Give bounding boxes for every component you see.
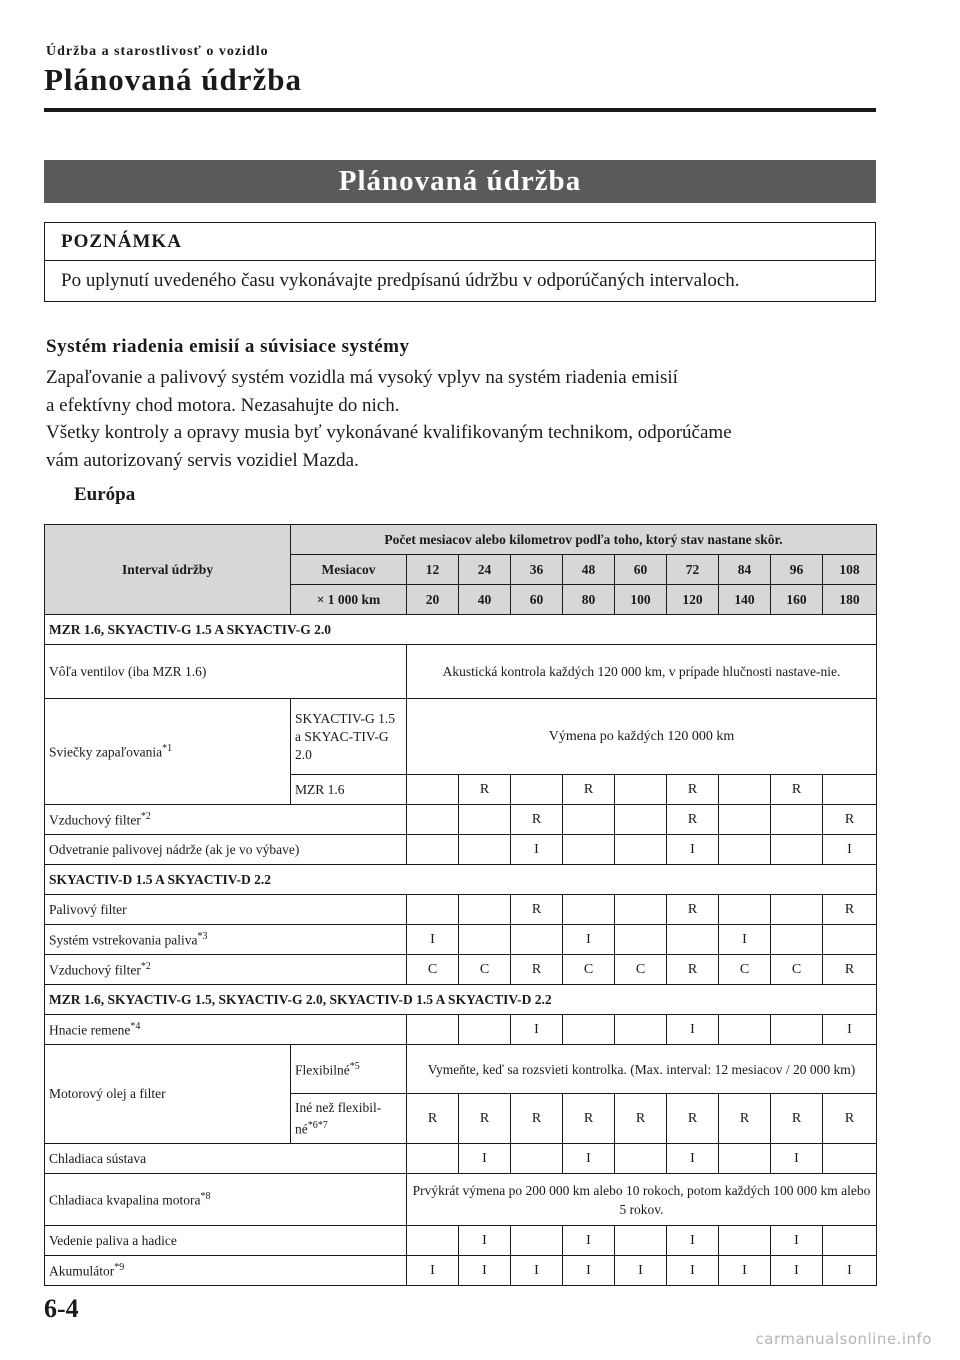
- interval-value-cell: [563, 1015, 615, 1045]
- interval-value-cell: C: [719, 955, 771, 985]
- emission-paragraph: [46, 364, 876, 474]
- plugs-mzr-label: MZR 1.6: [291, 775, 407, 805]
- interval-value-cell: I: [511, 835, 563, 865]
- interval-value-cell: I: [563, 1256, 615, 1286]
- interval-value-cell: [719, 805, 771, 835]
- months-cell: 12: [407, 555, 459, 585]
- interval-value-cell: I: [563, 1226, 615, 1256]
- months-cell: 84: [719, 555, 771, 585]
- note-box: [44, 222, 876, 302]
- interval-value-cell: R: [667, 775, 719, 805]
- interval-value-cell: [459, 925, 511, 955]
- interval-value-cell: [407, 1226, 459, 1256]
- coolant-text: Chladiaca kvapalina motora: [49, 1192, 201, 1208]
- footnote-ref: *8: [200, 1190, 211, 1202]
- coolant-label: [45, 1174, 407, 1226]
- note-text: Po uplynutí uvedeného času vykonávajte predpísanú údržbu v odporúčaných intervaloch.: [61, 269, 740, 291]
- interval-value-cell: I: [563, 925, 615, 955]
- interval-value-cell: R: [823, 955, 877, 985]
- plugs-label-text: Sviečky zapaľovania: [49, 744, 163, 760]
- interval-value-cell: [615, 895, 667, 925]
- interval-value-cell: I: [615, 1256, 667, 1286]
- km-cell: 160: [771, 585, 823, 615]
- km-cell: 140: [719, 585, 771, 615]
- interval-value-cell: [615, 1015, 667, 1045]
- months-cell: 60: [615, 555, 667, 585]
- interval-value-cell: [615, 1226, 667, 1256]
- interval-value-cell: I: [667, 1256, 719, 1286]
- interval-value-cell: I: [823, 1015, 877, 1045]
- footnote-ref: *9: [114, 1261, 125, 1273]
- interval-value-cell: I: [511, 1015, 563, 1045]
- interval-value-cell: C: [563, 955, 615, 985]
- interval-value-cell: [459, 835, 511, 865]
- interval-value-cell: R: [719, 1094, 771, 1144]
- interval-value-cell: R: [667, 895, 719, 925]
- paragraph-line: a efektívny chod motora. Nezasahujte do nich.: [46, 394, 400, 416]
- interval-value-cell: R: [667, 1094, 719, 1144]
- interval-value-cell: [511, 925, 563, 955]
- air-filter-text: Vzduchový filter: [49, 812, 141, 828]
- section-row-all: MZR 1.6, SKYACTIV-G 1.5, SKYACTIV-G 2.0, SKYACTIV-D 1.5 A SKYACTIV-D 2.2: [45, 985, 877, 1015]
- section-banner: Plánovaná údržba: [44, 160, 876, 203]
- interval-value-cell: [563, 835, 615, 865]
- interval-value-cell: R: [511, 805, 563, 835]
- title-rule: [44, 108, 876, 112]
- interval-value-cell: [823, 1144, 877, 1174]
- months-cell: 36: [511, 555, 563, 585]
- interval-value-cell: R: [615, 1094, 667, 1144]
- section-row-diesel: SKYACTIV-D 1.5 A SKYACTIV-D 2.2: [45, 865, 877, 895]
- interval-value-cell: [459, 1015, 511, 1045]
- battery-text: Akumulátor: [49, 1263, 115, 1279]
- belt-text: Hnacie remene: [49, 1022, 131, 1038]
- km-cell: 80: [563, 585, 615, 615]
- interval-value-cell: [823, 925, 877, 955]
- interval-value-cell: C: [407, 955, 459, 985]
- oil-other-label: [291, 1094, 407, 1144]
- interval-value-cell: [667, 925, 719, 955]
- interval-value-cell: [615, 805, 667, 835]
- months-label: Mesiacov: [291, 555, 407, 585]
- footnote-ref: *4: [130, 1020, 141, 1032]
- interval-value-cell: [615, 835, 667, 865]
- km-cell: 20: [407, 585, 459, 615]
- months-cell: 24: [459, 555, 511, 585]
- interval-value-cell: [407, 805, 459, 835]
- interval-value-cell: R: [511, 955, 563, 985]
- interval-value-cell: I: [823, 1256, 877, 1286]
- interval-value-cell: I: [563, 1144, 615, 1174]
- cooling-label: Chladiaca sústava: [45, 1144, 407, 1174]
- interval-value-cell: R: [771, 775, 823, 805]
- interval-value-cell: I: [459, 1256, 511, 1286]
- interval-value-cell: R: [511, 1094, 563, 1144]
- diesel-air-filter-text: Vzduchový filter: [49, 962, 141, 978]
- footnote-ref: *1: [162, 742, 173, 754]
- oil-flex-label: [291, 1045, 407, 1094]
- footnote-ref: *2: [140, 810, 151, 822]
- paragraph-line: Všetky kontroly a opravy musia byť vykonávané kvalifikovaným technikom, odporúčame: [46, 422, 732, 443]
- interval-value-cell: [407, 1144, 459, 1174]
- interval-value-cell: I: [667, 1144, 719, 1174]
- interval-value-cell: [771, 835, 823, 865]
- interval-value-cell: [511, 1226, 563, 1256]
- span-header: Počet mesiacov alebo kilometrov podľa toho, ktorý stav nastane skôr.: [291, 525, 877, 555]
- section-row-petrol: MZR 1.6, SKYACTIV-G 1.5 A SKYACTIV-G 2.0: [45, 615, 877, 645]
- paragraph-line: Zapaľovanie a palivový systém vozidla má vysoký vplyv na systém riadenia emisií: [46, 367, 678, 388]
- interval-value-cell: [823, 1226, 877, 1256]
- km-label: × 1 000 km: [291, 585, 407, 615]
- interval-value-cell: I: [719, 1256, 771, 1286]
- km-cell: 100: [615, 585, 667, 615]
- interval-value-cell: I: [407, 1256, 459, 1286]
- footnote-ref: *5: [349, 1061, 360, 1073]
- note-heading: POZNÁMKA: [45, 223, 875, 261]
- interval-value-cell: R: [771, 1094, 823, 1144]
- interval-value-cell: [771, 925, 823, 955]
- interval-value-cell: I: [771, 1226, 823, 1256]
- interval-value-cell: [719, 1015, 771, 1045]
- interval-value-cell: R: [823, 805, 877, 835]
- interval-value-cell: R: [459, 1094, 511, 1144]
- coolant-note: Prvýkrát výmena po 200 000 km alebo 10 rokoch, potom každých 100 000 km alebo 5 rokov.: [407, 1174, 877, 1226]
- interval-value-cell: [719, 1144, 771, 1174]
- watermark: carmanualsonline.info: [755, 1330, 932, 1348]
- interval-value-cell: R: [667, 805, 719, 835]
- interval-value-cell: [407, 1015, 459, 1045]
- belt-label: [45, 1015, 407, 1045]
- interval-header: Interval údržby: [45, 525, 291, 615]
- km-cell: 120: [667, 585, 719, 615]
- evap-label: Odvetranie palivovej nádrže (ak je vo výbave): [45, 835, 407, 865]
- interval-value-cell: C: [615, 955, 667, 985]
- page-number: 6-4: [44, 1294, 79, 1323]
- interval-value-cell: [407, 835, 459, 865]
- air-filter-label: [45, 805, 407, 835]
- battery-label: [45, 1256, 407, 1286]
- interval-value-cell: [563, 895, 615, 925]
- interval-value-cell: I: [667, 1015, 719, 1045]
- interval-value-cell: [719, 1226, 771, 1256]
- interval-value-cell: C: [459, 955, 511, 985]
- footnote-ref: *2: [140, 960, 151, 972]
- interval-value-cell: I: [771, 1256, 823, 1286]
- interval-value-cell: [459, 805, 511, 835]
- plugs-skyactiv-text: Výmena po každých 120 000 km: [407, 699, 877, 775]
- interval-value-cell: R: [511, 895, 563, 925]
- injection-label: [45, 925, 407, 955]
- interval-value-cell: I: [823, 835, 877, 865]
- injection-text: Systém vstrekovania paliva: [49, 932, 198, 948]
- interval-value-cell: [719, 895, 771, 925]
- interval-value-cell: [563, 805, 615, 835]
- emission-heading: Systém riadenia emisií a súvisiace systémy: [46, 336, 410, 357]
- interval-value-cell: R: [823, 895, 877, 925]
- interval-value-cell: I: [771, 1144, 823, 1174]
- interval-value-cell: I: [667, 835, 719, 865]
- oil-other-text: Iné než flexibil-né: [295, 1099, 382, 1137]
- interval-value-cell: [615, 775, 667, 805]
- interval-value-cell: I: [719, 925, 771, 955]
- plugs-label: [45, 699, 291, 805]
- interval-value-cell: I: [459, 1226, 511, 1256]
- interval-value-cell: I: [511, 1256, 563, 1286]
- km-cell: 40: [459, 585, 511, 615]
- fuel-lines-label: Vedenie paliva a hadice: [45, 1226, 407, 1256]
- fuel-filter-label: Palivový filter: [45, 895, 407, 925]
- interval-value-cell: [771, 1015, 823, 1045]
- interval-value-cell: R: [563, 775, 615, 805]
- interval-value-cell: [771, 895, 823, 925]
- interval-value-cell: R: [459, 775, 511, 805]
- interval-value-cell: R: [407, 1094, 459, 1144]
- interval-value-cell: C: [771, 955, 823, 985]
- diesel-air-filter-label: [45, 955, 407, 985]
- oil-flex-text: Flexibilné: [295, 1062, 350, 1078]
- km-cell: 60: [511, 585, 563, 615]
- footnote-ref: *6*7: [307, 1119, 328, 1131]
- interval-value-cell: I: [459, 1144, 511, 1174]
- oil-flex-note: Vymeňte, keď sa rozsvieti kontrolka. (Max. interval: 12 mesiacov / 20 000 km): [407, 1045, 877, 1094]
- valve-text: Akustická kontrola každých 120 000 km, v prípade hlučnosti nastave-nie.: [407, 645, 877, 699]
- interval-value-cell: R: [823, 1094, 877, 1144]
- interval-value-cell: I: [667, 1226, 719, 1256]
- months-cell: 96: [771, 555, 823, 585]
- footnote-ref: *3: [197, 930, 208, 942]
- interval-value-cell: I: [407, 925, 459, 955]
- km-cell: 180: [823, 585, 877, 615]
- page-title: Plánovaná údržba: [44, 62, 303, 97]
- interval-value-cell: [719, 835, 771, 865]
- interval-value-cell: [511, 775, 563, 805]
- interval-value-cell: [719, 775, 771, 805]
- oil-label: Motorový olej a filter: [45, 1045, 291, 1144]
- region-label: Európa: [74, 484, 136, 505]
- months-cell: 72: [667, 555, 719, 585]
- paragraph-line: vám autorizovaný servis vozidiel Mazda.: [46, 449, 359, 471]
- interval-value-cell: [823, 775, 877, 805]
- maintenance-table: [44, 524, 877, 1286]
- interval-value-cell: R: [667, 955, 719, 985]
- months-cell: 108: [823, 555, 877, 585]
- breadcrumb: Údržba a starostlivosť o vozidlo: [46, 44, 269, 59]
- interval-value-cell: [459, 895, 511, 925]
- interval-value-cell: [407, 895, 459, 925]
- interval-value-cell: [511, 1144, 563, 1174]
- interval-value-cell: [615, 1144, 667, 1174]
- interval-value-cell: [407, 775, 459, 805]
- interval-value-cell: [771, 805, 823, 835]
- valve-label: Vôľa ventilov (iba MZR 1.6): [45, 645, 407, 699]
- interval-value-cell: [615, 925, 667, 955]
- months-cell: 48: [563, 555, 615, 585]
- interval-value-cell: R: [563, 1094, 615, 1144]
- plugs-skyactiv-label: SKYACTIV-G 1.5 a SKYAC-TIV-G 2.0: [291, 699, 407, 775]
